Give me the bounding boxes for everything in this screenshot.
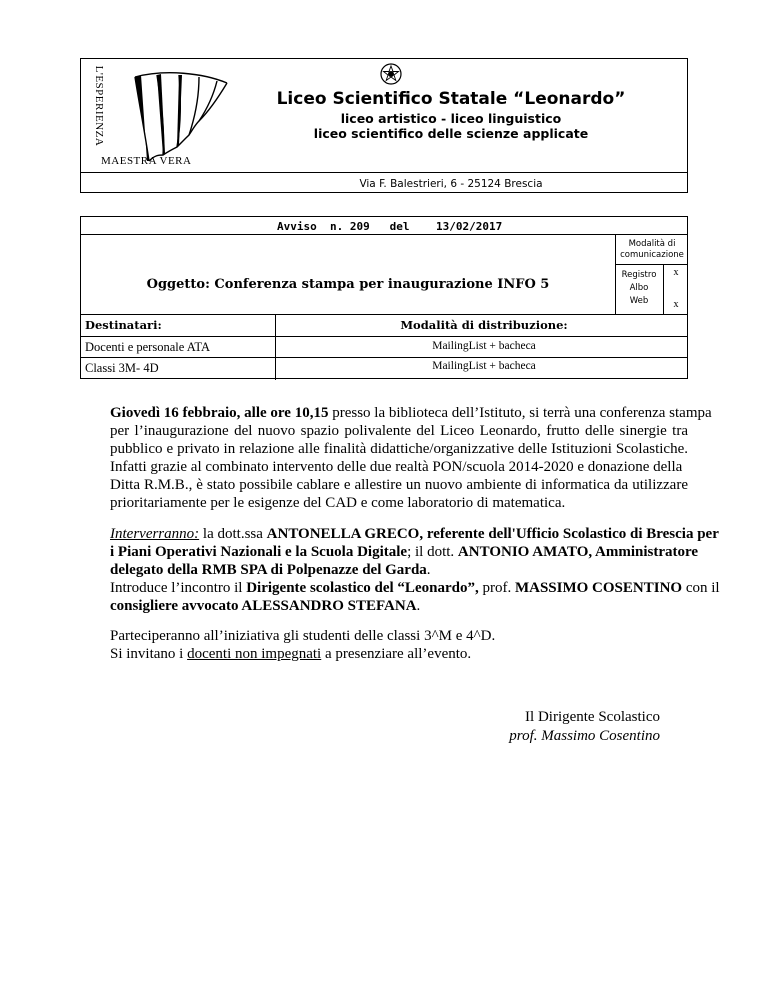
text-line: per l’inaugurazione del nuovo spazio polivalente del Liceo Leonardo, frutto delle sinergie tra — [110, 423, 688, 439]
destinatari-label: Destinatari: — [85, 318, 162, 332]
channel-web-label: Web — [629, 296, 649, 306]
text-span: Introduce l’incontro il — [110, 580, 247, 596]
destinatari-row-1: Docenti e personale ATA — [85, 340, 210, 354]
distribuzione-row-2: MailingList + bacheca — [432, 360, 536, 372]
avviso-label: Avviso n. 209 — [277, 220, 370, 233]
text-line — [110, 561, 688, 579]
text-span: ; il dott. — [407, 544, 458, 560]
modalita-comunicazione-header — [615, 239, 689, 261]
school-name: Liceo Scientifico Statale “Leonardo” — [276, 89, 626, 109]
text-line — [110, 543, 699, 561]
letterhead — [80, 58, 688, 193]
destinatari-row-2: Classi 3M- 4D — [85, 361, 159, 375]
text-line — [110, 579, 720, 597]
paragraph-participants — [110, 627, 688, 663]
notice-subject: Oggetto: Conferenza stampa per inaugurazione INFO 5 — [146, 277, 550, 292]
event-date-time: Giovedì 16 febbraio, alle ore 10,15 — [110, 405, 329, 421]
channel-web-mark: x — [673, 299, 679, 310]
table-line — [81, 234, 687, 235]
channel-registro-mark: x — [673, 267, 679, 278]
notice-date: 13/02/2017 — [435, 220, 503, 233]
text-span: con il — [682, 580, 720, 596]
text-line — [110, 525, 719, 543]
text-line — [110, 645, 688, 663]
text-span: presso la biblioteca dell’Istituto, si terrà una conferenza stampa — [328, 405, 712, 421]
header-divider — [81, 172, 687, 173]
notice-number — [277, 220, 502, 233]
underlined-text: docenti non impegnati — [187, 646, 322, 662]
channel-albo-label: Albo — [629, 283, 649, 293]
modalita-distribuzione-label: Modalità di distribuzione: — [400, 318, 568, 332]
text-span: . — [416, 598, 421, 614]
text-line: Parteciperanno all’iniziativa gli studenti delle classi 3^M e 4^D. — [110, 628, 496, 644]
table-line — [275, 314, 276, 380]
paragraph-announcement — [110, 404, 712, 512]
school-address: Via F. Balestrieri, 6 - 25124 Brescia — [359, 178, 543, 190]
school-subtitle-2: liceo scientifico delle scienze applicate — [313, 126, 589, 141]
logo-bottom-text: MAESTRA VERA — [101, 155, 192, 167]
text-span: a presenziare all’evento. — [321, 646, 472, 662]
table-line — [81, 314, 687, 315]
text-span: la dott.ssa — [199, 526, 267, 542]
del-label: del — [389, 220, 410, 233]
text-span: , referente dell'Ufficio Scolastico di Brescia per — [419, 526, 719, 542]
speaker-stefana: consigliere avvocato ALESSANDRO STEFANA — [110, 598, 417, 614]
notice-table — [80, 216, 688, 379]
logo-vertical-text: L'ESPERIENZA — [93, 65, 105, 147]
text-span: i Piani Operativi Nazionali e la Scuola Digitale — [110, 544, 408, 560]
signature-name: prof. Massimo Cosentino — [509, 728, 660, 744]
republic-emblem-icon — [379, 61, 403, 87]
text-line: pubblico e privato in relazione alle finalità didattiche/organizzative delle Istituzioni Scolastiche. — [110, 441, 688, 457]
modalita-comunicazione-line-1: Modalità di — [628, 239, 676, 249]
speaker-greco: ANTONELLA GRECO — [266, 526, 420, 542]
speaker-amato: ANTONIO AMATO, Amministratore — [457, 544, 699, 560]
text-line: prioritariamente per le esigenze del CAD e come laboratorio di matematica. — [110, 495, 566, 511]
signature-title: Il Dirigente Scolastico — [525, 709, 660, 725]
distribuzione-row-1: MailingList + bacheca — [432, 340, 536, 352]
table-line — [81, 336, 687, 337]
text-span: prof. — [478, 580, 515, 596]
paragraph-speakers — [110, 525, 720, 615]
text-span: . — [426, 562, 431, 578]
text-line: Infatti grazie al combinato intervento delle due realtà PON/scuola 2014-2020 e donazione della — [110, 459, 683, 475]
channel-registro-label: Registro — [621, 270, 657, 280]
table-line — [615, 264, 687, 265]
modalita-comunicazione-line-2: comunicazione — [620, 250, 684, 260]
speakers-intro: Interverranno: — [110, 526, 200, 542]
text-line: Ditta R.M.B., è stato possibile cablare e allestire un nuovo ambiente di informatica da utilizzare — [110, 477, 688, 493]
school-subtitle-1: liceo artistico - liceo linguistico — [340, 111, 562, 126]
text-span: Dirigente scolastico del “Leonardo”, — [246, 580, 479, 596]
text-line — [110, 404, 712, 422]
text-span: delegato della RMB SPA di Polpenazze del Garda — [110, 562, 427, 578]
text-line — [110, 597, 688, 615]
speaker-cosentino: MASSIMO COSENTINO — [514, 580, 683, 596]
table-line — [81, 357, 687, 358]
text-span: Si invitano i — [110, 646, 188, 662]
